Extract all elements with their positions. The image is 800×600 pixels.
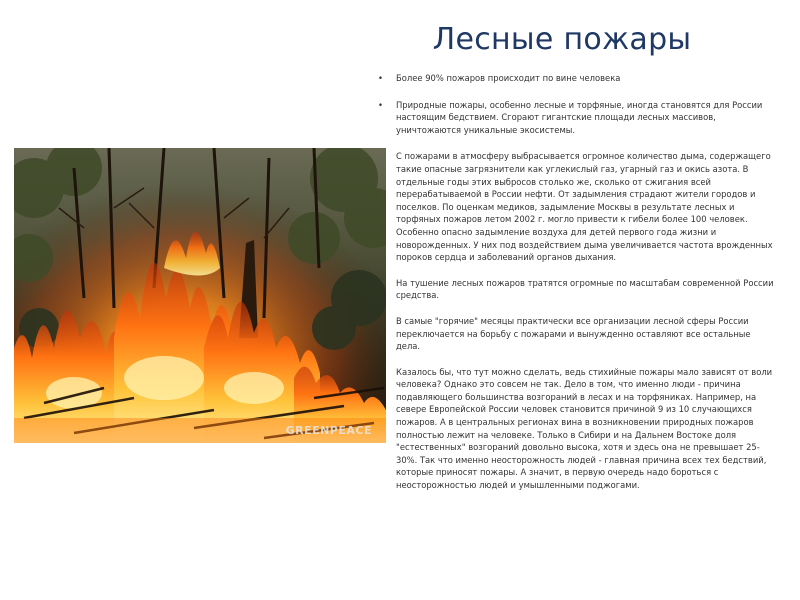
- bullet-list: [376, 72, 776, 136]
- paragraph-human-cause: Казалось бы, что тут можно сделать, ведь стихийные пожары мало зависят от воли человека? Однако это совсем не так. Дело в том, что именно люди - причина подавляющего большинства возгораний в лесах и на торфяниках. Например, на севере Европейской России человек становится причиной 9 из 10 случающихся пожаров. А в центральных регионах вина в возникновении природных пожаров полностью лежит на человеке. Только в Сибири и на Дальнем Востоке доля "естественных" возгораний довольно высока, хотя и здесь она не превышает 25-30%. Так что именно неосторожность людей - главная причина всех тех бедствий, которые приносят пожары. А значит, в первую очередь надо бороться с неосторожностью людей и умышленными поджогами.: [396, 366, 773, 491]
- forest-fire-illustration: [14, 148, 386, 443]
- paragraph-costs: На тушение лесных пожаров тратятся огромные по масштабам современной России средства.: [396, 277, 774, 301]
- slide-title: Лесные пожары: [432, 22, 692, 57]
- forest-fire-photo: [14, 148, 386, 443]
- paragraph-hot-months: В самые "горячие" месяцы практически все организации лесной сферы России переключается на борьбу с пожарами и вынужденно оставляют все остальные дела.: [396, 315, 751, 352]
- bullet-item: • Более 90% пожаров происходит по вине человека: [376, 72, 776, 85]
- paragraph-smoke: С пожарами в атмосферу выбрасывается огромное количество дыма, содержащего такие опасные загрязнители как углекислый газ, угарный газ и окись азота. В отдельные годы этих выбросов столько же, сколько от сжигания всей перерабатываемой в России нефти. От задымления страдают жители городов и поселков. По оценкам медиков, задымление Москвы в результате лесных и торфяных пожаров летом 2002 г. могло привести к гибели более 100 человек. Особенно опасно задымление воздуха для детей первого года жизни и новорожденных. У них под воздействием дыма увеличивается частота врожденных пороков сердца и заболеваний органов дыхания.: [396, 151, 773, 263]
- slide-content: [376, 72, 776, 505]
- bullet-item: • Природные пожары, особенно лесные и торфяные, иногда становятся для России настоящим бедствием. Сгорают гигантские площади лесных массивов, уничтожаются уникальные экосистемы.: [376, 99, 776, 137]
- photo-watermark: GREENPEACE: [285, 424, 372, 437]
